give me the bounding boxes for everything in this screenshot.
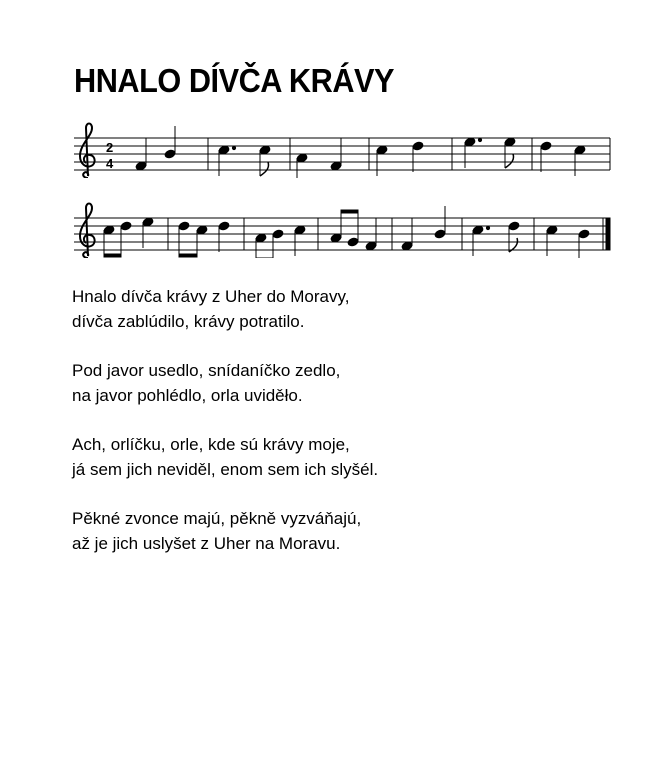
lyric-line: až je jich uslyšet z Uher na Moravu. — [72, 534, 341, 553]
time-signature-top: 2 — [106, 140, 114, 155]
note-head — [164, 149, 176, 159]
note-head — [508, 221, 520, 231]
note-head — [434, 229, 446, 239]
note-head — [296, 153, 308, 163]
note-head — [178, 221, 190, 231]
note-head — [142, 217, 154, 227]
note-head — [347, 237, 359, 247]
note-head — [376, 145, 388, 155]
note-head — [412, 141, 424, 151]
note-head — [330, 233, 342, 243]
lyric-line: Hnalo dívča krávy z Uher do Moravy, — [72, 287, 350, 306]
lyric-line: Pod javor usedlo, snídaníčko zedlo, — [72, 361, 341, 380]
lyric-line: dívča zablúdilo, krávy potratilo. — [72, 312, 305, 331]
verse-4 — [72, 506, 632, 556]
note-head — [472, 225, 484, 235]
note-head — [401, 241, 413, 251]
note-dot — [478, 138, 481, 141]
note-head — [540, 141, 552, 151]
lyric-line: na javor pohlédlo, orla uviděło. — [72, 386, 303, 405]
note-head — [365, 241, 377, 251]
note-head — [330, 161, 342, 171]
note-head — [574, 145, 586, 155]
note-head — [103, 225, 115, 235]
verse-3 — [72, 432, 632, 482]
note-dot — [486, 226, 489, 229]
note-dot — [232, 146, 235, 149]
music-staff-1 — [74, 118, 614, 178]
note-head — [255, 233, 267, 243]
lyric-line: Pěkné zvonce majú, pěkně vyzváňajú, — [72, 509, 362, 528]
note-head — [578, 229, 590, 239]
note-head — [504, 137, 516, 147]
verse-2 — [72, 358, 632, 408]
lyrics — [72, 284, 632, 580]
note-head — [218, 145, 230, 155]
note-head — [135, 161, 147, 171]
note-head — [272, 229, 284, 239]
music-staff-2 — [74, 198, 614, 258]
note-head — [546, 225, 558, 235]
note-head — [259, 145, 271, 155]
song-title: HNALO DÍVČA KRÁVY — [74, 62, 395, 99]
time-signature-bottom: 4 — [106, 156, 114, 171]
note-head — [218, 221, 230, 231]
note-head — [120, 221, 132, 231]
note-head — [464, 137, 476, 147]
verse-1 — [72, 284, 632, 334]
note-head — [196, 225, 208, 235]
lyric-line: já sem jich neviděl, enom sem ich slyšél. — [72, 460, 379, 479]
lyric-line: Ach, orlíčku, orle, kde sú krávy moje, — [72, 435, 350, 454]
note-head — [294, 225, 306, 235]
